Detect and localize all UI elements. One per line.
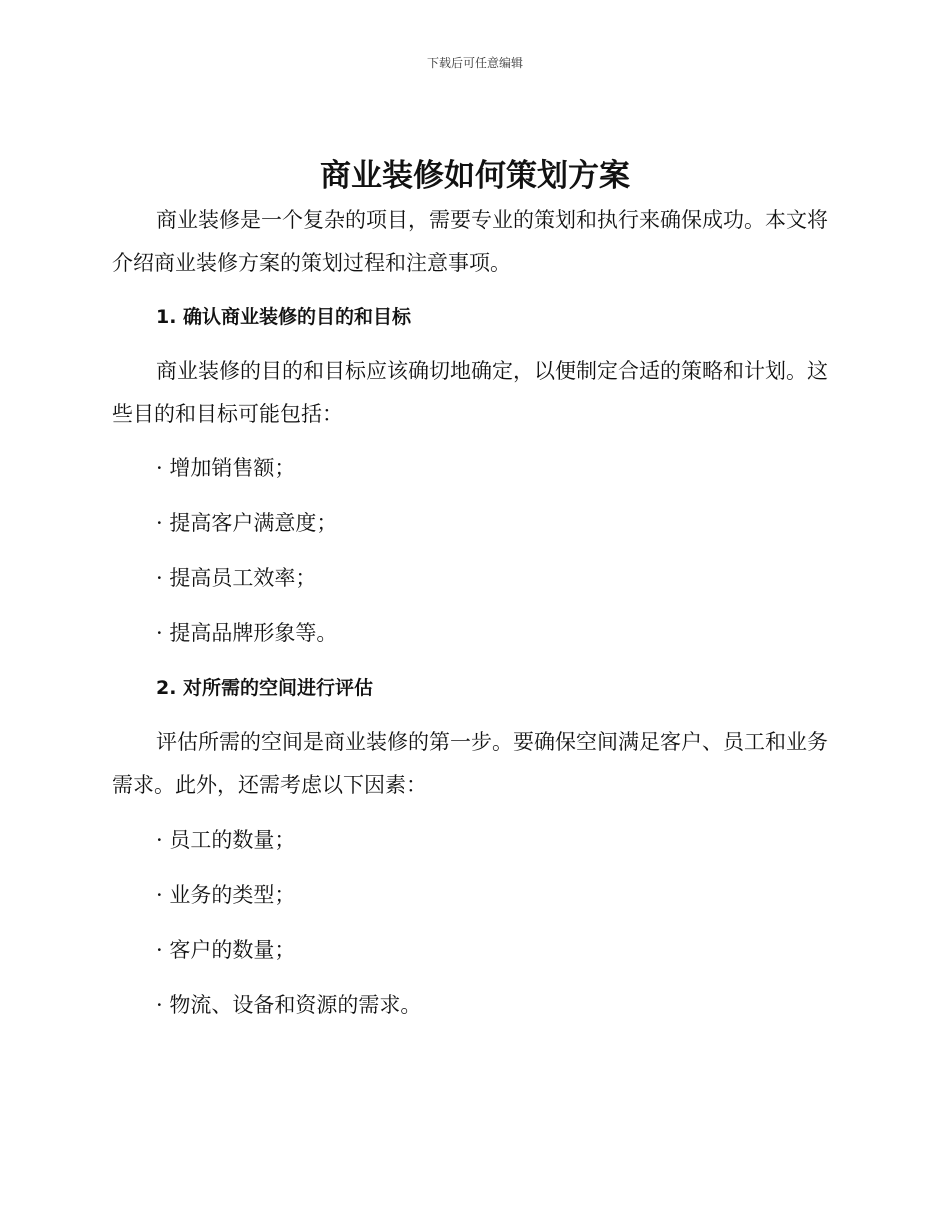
section-2-heading: 2. 对所需的空间进行评估 <box>156 677 374 699</box>
section-1-bullet-4: · 提高品牌形象等。 <box>156 621 338 645</box>
section-1-bullet-3: · 提高员工效率； <box>156 566 317 590</box>
section-1-heading: 1. 确认商业装修的目的和目标 <box>156 306 412 328</box>
intro-paragraph: 商业装修是一个复杂的项目，需要专业的策划和执行来确保成功。本文将介绍商业装修方案的策划过程和注意事项。 <box>112 208 828 275</box>
section-1-bullet-1: · 增加销售额； <box>156 456 296 480</box>
header-note: 下载后可任意编辑 <box>426 56 523 70</box>
document-title: 商业装修如何策划方案 <box>320 158 630 194</box>
section-1-paragraph: 商业装修的目的和目标应该确切地确定，以便制定合适的策略和计划。这些目的和目标可能包括： <box>112 359 828 426</box>
section-2-bullet-4: · 物流、设备和资源的需求。 <box>156 993 422 1017</box>
section-2-paragraph: 评估所需的空间是商业装修的第一步。要确保空间满足客户、员工和业务需求。此外，还需考虑以下因素： <box>112 730 828 797</box>
section-2-bullet-2: · 业务的类型； <box>156 883 296 907</box>
section-2-bullet-3: · 客户的数量； <box>156 938 296 962</box>
section-1-bullet-2: · 提高客户满意度； <box>156 511 338 535</box>
section-2-bullet-1: · 员工的数量； <box>156 828 296 852</box>
